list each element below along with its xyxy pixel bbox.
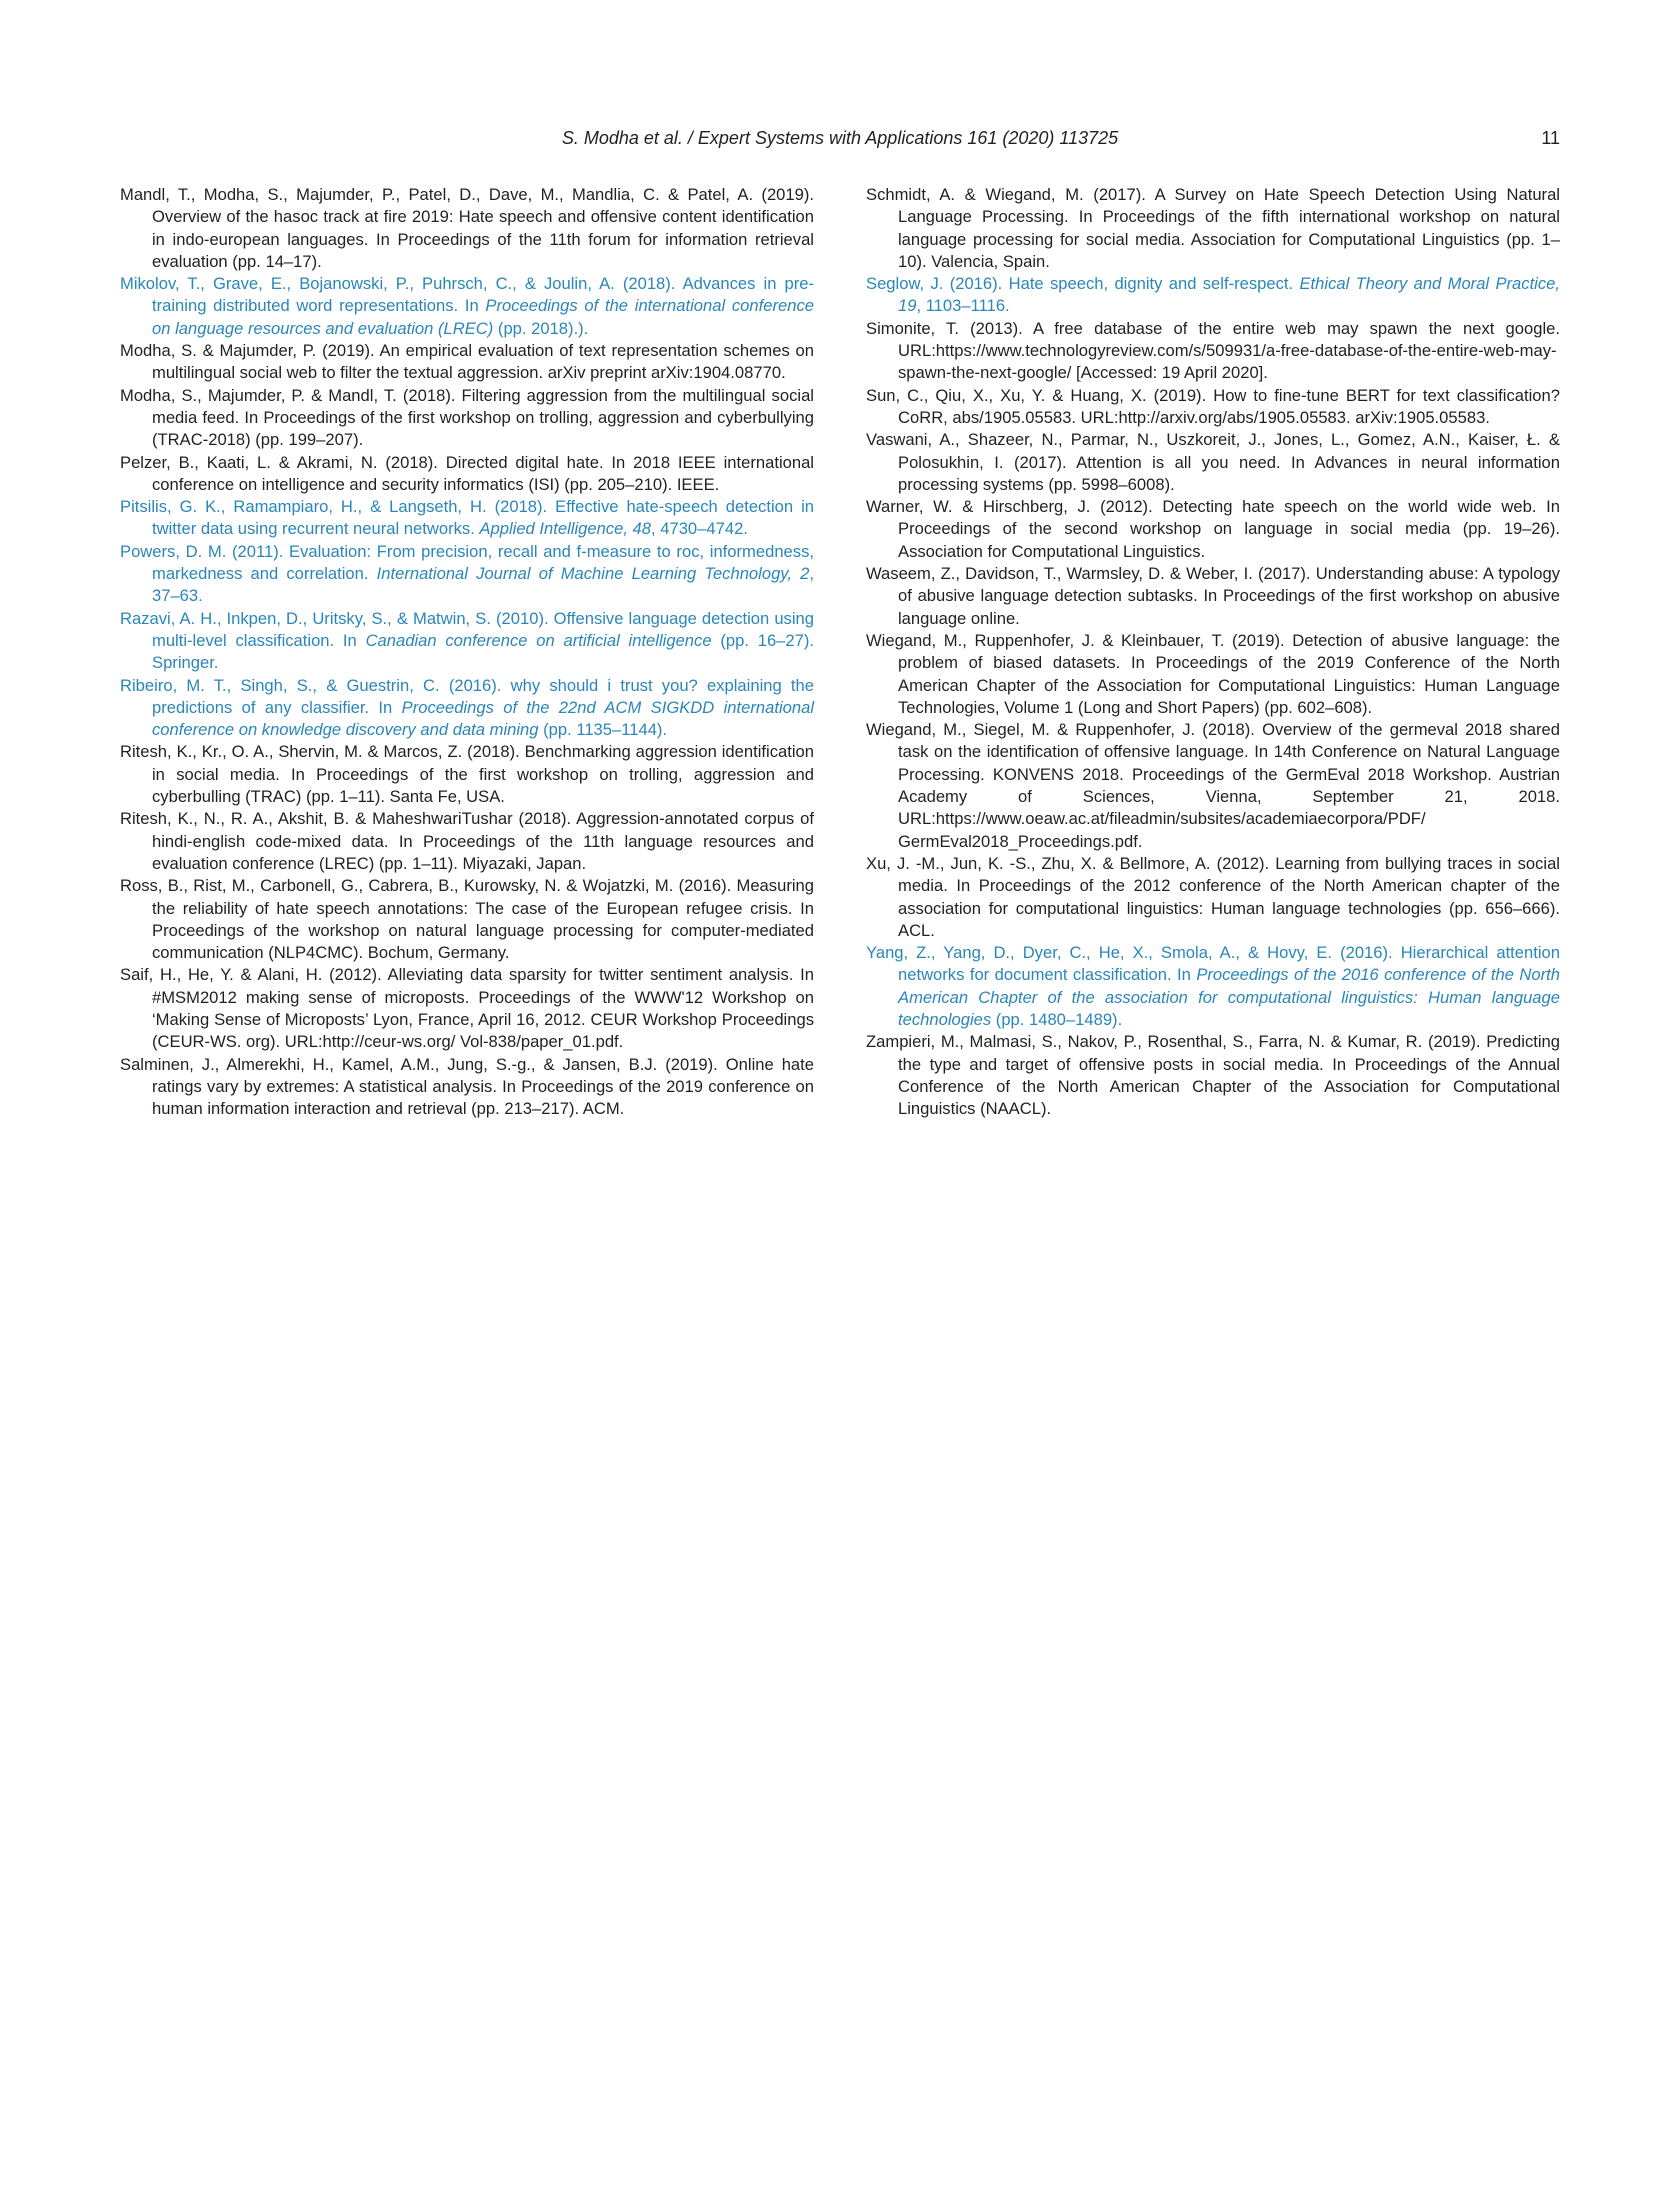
references-column-right	[866, 184, 1560, 1120]
reference-entry: Modha, S. & Majumder, P. (2019). An empirical evaluation of text representation schemes on multilingual social web to filter the textual aggression. arXiv preprint arXiv:1904.08770.	[120, 341, 814, 383]
reference-entry: Modha, S., Majumder, P. & Mandl, T. (2018). Filtering aggression from the multilingual social media feed. In Proceedings of the first workshop on trolling, aggression and cyberbullying (TRAC-2018) (pp. 199–207).	[120, 385, 814, 450]
references-column-left	[120, 184, 814, 1120]
reference-entry-link[interactable]: Yang, Z., Yang, D., Dyer, C., He, X., Smola, A., & Hovy, E. (2016). Hierarchical attention networks for document classification. In Proceedings of the 2016 conference of the North American Chapter of the association for computational linguistics: Human language technologies (pp. 1480–1489).	[866, 943, 1560, 1029]
reference-entry: Mandl, T., Modha, S., Majumder, P., Patel, D., Dave, M., Mandlia, C. & Patel, A. (2019). Overview of the hasoc track at fire 2019: Hate speech and offensive content identification in indo-european languages. In Proceedings of the 11th forum for information retrieval evaluation (pp. 14–17).	[120, 185, 814, 271]
reference-entry-link[interactable]: Razavi, A. H., Inkpen, D., Uritsky, S., & Matwin, S. (2010). Offensive language detection using multi-level classification. In Canadian conference on artificial intelligence (pp. 16–27). Springer.	[120, 608, 814, 673]
reference-entry-link[interactable]: Mikolov, T., Grave, E., Bojanowski, P., Puhrsch, C., & Joulin, A. (2018). Advances in pre-training distributed word representations. In Proceedings of the international conference on language resources and evaluation (LREC) (pp. 2018).).	[120, 274, 814, 338]
reference-entry: Simonite, T. (2013). A free database of the entire web may spawn the next google. URL:https://www.technologyreview.com/s/509931/a-free-database-of-the-entire-web-may-spawn-the-next-google/ [Accessed: 19 April 2020].	[866, 318, 1560, 383]
reference-entry: Wiegand, M., Siegel, M. & Ruppenhofer, J. (2018). Overview of the germeval 2018 shared task on the identification of offensive language. In 14th Conference on Natural Language Processing. KONVENS 2018. Proceedings of the GermEval 2018 Workshop. Austrian Academy of Sciences, Vienna, September 21, 2018. URL:https://www.oeaw.ac.at/fileadmin/subsites/academiaecorpora/PDF/ GermEval2018_Proceedings.pdf.	[866, 720, 1560, 851]
reference-entry: Pelzer, B., Kaati, L. & Akrami, N. (2018). Directed digital hate. In 2018 IEEE international conference on intelligence and security informatics (ISI) (pp. 205–210). IEEE.	[120, 452, 814, 494]
reference-entry: Ross, B., Rist, M., Carbonell, G., Cabrera, B., Kurowsky, N. & Wojatzki, M. (2016). Measuring the reliability of hate speech annotations: The case of the European refugee crisis. In Proceedings of the workshop on natural language processing for computer-mediated communication (NLP4CMC). Bochum, Germany.	[120, 876, 814, 963]
reference-entry-link[interactable]: Seglow, J. (2016). Hate speech, dignity and self-respect. Ethical Theory and Moral Practice, 19, 1103–1116.	[866, 274, 1561, 316]
reference-entry: Wiegand, M., Ruppenhofer, J. & Kleinbauer, T. (2019). Detection of abusive language: the problem of biased datasets. In Proceedings of the 2019 Conference of the North American Chapter of the Association for Computational Linguistics: Human Language Technologies, Volume 1 (Long and Short Papers) (pp. 602–608).	[866, 630, 1560, 717]
page-number: 11	[1541, 128, 1560, 148]
reference-entry: Schmidt, A. & Wiegand, M. (2017). A Survey on Hate Speech Detection Using Natural Language Processing. In Proceedings of the fifth international workshop on natural language processing for social media. Association for Computational Linguistics (pp. 1–10). Valencia, Spain.	[866, 185, 1560, 271]
reference-entry: Ritesh, K., N., R. A., Akshit, B. & MaheshwariTushar (2018). Aggression-annotated corpus of hindi-english code-mixed data. In Proceedings of the 11th language resources and evaluation conference (LREC) (pp. 1–11). Miyazaki, Japan.	[120, 809, 814, 873]
reference-entry-link[interactable]: Powers, D. M. (2011). Evaluation: From precision, recall and f-measure to roc, informedness, markedness and correlation. International Journal of Machine Learning Technology, 2, 37–63.	[120, 541, 814, 606]
running-title: S. Modha et al. / Expert Systems with Applications 161 (2020) 113725	[561, 128, 1119, 148]
reference-entry: Ritesh, K., Kr., O. A., Shervin, M. & Marcos, Z. (2018). Benchmarking aggression identification in social media. In Proceedings of the first workshop on trolling, aggression and cyberbulling (TRAC) (pp. 1–11). Santa Fe, USA.	[120, 742, 814, 807]
reference-entry: Saif, H., He, Y. & Alani, H. (2012). Alleviating data sparsity for twitter sentiment analysis. In #MSM2012 making sense of microposts. Proceedings of the WWW'12 Workshop on ‘Making Sense of Microposts’ Lyon, France, April 16, 2012. CEUR Workshop Proceedings (CEUR-WS. org). URL:http://ceur-ws.org/ Vol-838/paper_01.pdf.	[120, 965, 814, 1052]
page-header	[120, 128, 1560, 154]
reference-entry-link[interactable]: Ribeiro, M. T., Singh, S., & Guestrin, C. (2016). why should i trust you? explaining the predictions of any classifier. In Proceedings of the 22nd ACM SIGKDD international conference on knowledge discovery and data mining (pp. 1135–1144).	[120, 675, 815, 740]
reference-entry: Xu, J. -M., Jun, K. -S., Zhu, X. & Bellmore, A. (2012). Learning from bullying traces in social media. In Proceedings of the 2012 conference of the North American chapter of the association for computational linguistics: Human language technologies (pp. 656–666). ACL.	[866, 853, 1560, 940]
reference-entry: Sun, C., Qiu, X., Xu, Y. & Huang, X. (2019). How to fine-tune BERT for text classification? CoRR, abs/1905.05583. URL:http://arxiv.org/abs/1905.05583. arXiv:1905.05583.	[866, 385, 1560, 427]
reference-entry: Zampieri, M., Malmasi, S., Nakov, P., Rosenthal, S., Farra, N. & Kumar, R. (2019). Predicting the type and target of offensive posts in social media. In Proceedings of the Annual Conference of the North American Chapter of the Association for Computational Linguistics (NAACL).	[866, 1032, 1560, 1119]
reference-entry-link[interactable]: Pitsilis, G. K., Ramampiaro, H., & Langseth, H. (2018). Effective hate-speech detection in twitter data using recurrent neural networks. Applied Intelligence, 48, 4730–4742.	[120, 497, 814, 539]
reference-entry: Waseem, Z., Davidson, T., Warmsley, D. & Weber, I. (2017). Understanding abuse: A typology of abusive language detection subtasks. In Proceedings of the first workshop on abusive language online.	[866, 564, 1560, 628]
reference-entry: Warner, W. & Hirschberg, J. (2012). Detecting hate speech on the world wide web. In Proceedings of the second workshop on language in social media (pp. 19–26). Association for Computational Linguistics.	[866, 497, 1560, 561]
reference-entry: Salminen, J., Almerekhi, H., Kamel, A.M., Jung, S.-g., & Jansen, B.J. (2019). Online hate ratings vary by extremes: A statistical analysis. In Proceedings of the 2019 conference on human information interaction and retrieval (pp. 213–217). ACM.	[120, 1054, 814, 1119]
reference-entry: Vaswani, A., Shazeer, N., Parmar, N., Uszkoreit, J., Jones, L., Gomez, A.N., Kaiser, Ł. & Polosukhin, I. (2017). Attention is all you need. In Advances in neural information processing systems (pp. 5998–6008).	[866, 430, 1560, 494]
